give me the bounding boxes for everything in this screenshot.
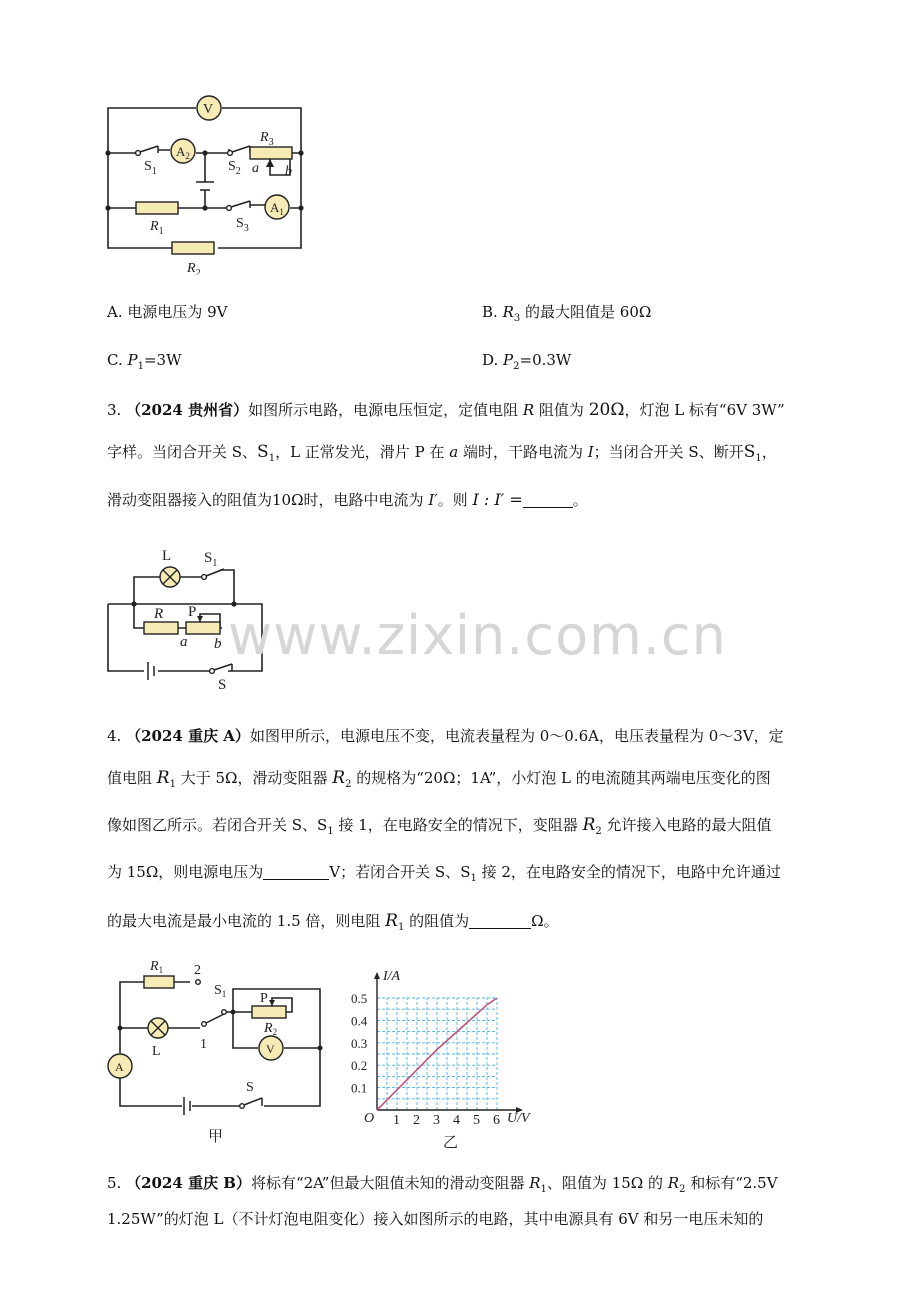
y-tick-label: 0.2 (351, 1058, 368, 1074)
option-b: B. $R_3$ 的最大阻值是 60Ω (482, 303, 652, 324)
q4-resistance-blank[interactable] (469, 912, 531, 929)
switch-s1-contact (136, 151, 141, 156)
svg-text:R2: $R_2$ (187, 261, 201, 275)
q3-line-1: 3. （2024 贵州省）如图所示电路，电源电压恒定，定值电阻 R 阻值为 20Ω，灯泡 L 标有“6V 3W” (107, 400, 785, 420)
svg-text:P: P (188, 604, 197, 620)
resistor-r2 (172, 242, 214, 254)
y-tick-label: 0.4 (351, 1013, 368, 1029)
svg-text:S3: $S_3$ (236, 216, 249, 234)
resistor-r1 (136, 202, 178, 214)
circuit-figure-q4-jia (100, 958, 335, 1148)
y-tick-label: 0.1 (351, 1080, 368, 1096)
svg-text:A2: $A_2$ (176, 144, 190, 161)
x-tick-label: 5 (473, 1113, 480, 1128)
chart-origin-label: O (364, 1111, 375, 1126)
lamp-l-jia (148, 1018, 168, 1038)
svg-text:2: 2 (194, 963, 201, 978)
q4-line-4: 为 15Ω，则电源电压为 V；若闭合开关 S、$S_1$ 接 2，在电路安全的情况下，电路中允许通过 (107, 863, 781, 884)
svg-text:R: R (154, 606, 164, 622)
resistor-r (144, 622, 178, 634)
x-tick-label: 4 (453, 1113, 460, 1128)
svg-text:a: a (252, 161, 259, 176)
q4-line-1: 4. （2024 重庆 A）如图甲所示，电源电压不变，电流表量程为 0～0.6A，电压表量程为 0～3V，定 (107, 727, 784, 745)
q5-line-2: 1.25W”的灯泡 L（不计灯泡电阻变化）接入如图所示的电路，其中电源具有 6V 和另一电压未知的 (107, 1210, 764, 1228)
option-d: D. $P_2=0.3W$ (482, 351, 572, 372)
x-tick-label: 3 (433, 1113, 440, 1128)
switch-s3-contact (227, 206, 232, 211)
q4-voltage-blank[interactable] (263, 863, 329, 880)
svg-text:P: P (260, 991, 268, 1006)
circuit-figure-q2 (100, 90, 310, 275)
chart-grid (377, 998, 497, 1110)
svg-text:S1: $S_1$ (144, 159, 157, 177)
watermark: www.zixin.com.cn (228, 604, 727, 667)
q3-line-3: 滑动变阻器接入的阻值为10Ω时，电路中电流为 I′。则 I : I′ = 。 (107, 490, 588, 509)
q4-line-5: 的最大电流是最小电流的 1.5 倍，则电阻 $R_1$ 的阻值为 Ω。 (107, 911, 559, 933)
svg-text:S1: $S_1$ (204, 550, 218, 569)
caption-yi: 乙 (443, 1135, 459, 1151)
svg-text:A1: $A_1$ (270, 200, 284, 217)
svg-text:R1: $R_1$ (150, 959, 164, 975)
svg-text:A: A (115, 1060, 124, 1074)
q4-line-3: 像如图乙所示。若闭合开关 S、$S_1$ 接 1，在电路安全的情况下，变阻器 $R_2$ 允许接入电路的最大阻值 (107, 815, 772, 837)
svg-text:R1: $R_1$ (150, 219, 164, 237)
y-tick-label: 0.3 (351, 1035, 368, 1051)
y-axis-arrow (374, 972, 380, 979)
resistor-r1-jia (144, 976, 174, 988)
svg-text:R2: $R_2$ (264, 1021, 278, 1037)
svg-text:S1: $S_1$ (214, 983, 227, 999)
q4-line-2: 值电阻 $R_1$ 大于 5Ω，滑动变阻器 $R_2$ 的规格为“20Ω；1A”，小灯泡 L 的电流随其两端电压变化的图 (107, 768, 771, 790)
svg-text:L: L (152, 1044, 161, 1059)
slider-rheostat (186, 622, 220, 634)
svg-text:V: V (266, 1042, 275, 1056)
svg-text:V: V (203, 102, 214, 117)
q3-line-2: 字样。当闭合开关 S、$S_1$，L 正常发光，滑片 P 在 a 端时，干路电流为 I；当闭合开关 S、断开$S_1$， (107, 442, 777, 464)
switch-s2-contact (228, 151, 233, 156)
q3-answer-blank[interactable] (523, 491, 573, 508)
svg-text:b: b (285, 164, 292, 179)
svg-text:S: S (218, 677, 227, 690)
q5-line-1: 5. （2024 重庆 B）将标有“2A”但最大阻值未知的滑动变阻器 $R_1$、阻值为 15Ω 的 $R_2$ 和标有“2.5V (107, 1174, 778, 1195)
chart-ylabel: I/A (383, 969, 401, 984)
resistor-r3 (250, 147, 292, 159)
y-tick-label: 0.5 (351, 991, 368, 1006)
chart-xlabel: U/V (507, 1111, 530, 1126)
svg-text:S2: $S_2$ (228, 159, 241, 177)
svg-text:1: 1 (200, 1037, 207, 1052)
svg-text:L: L (162, 548, 172, 564)
svg-text:甲: 甲 (208, 1129, 224, 1145)
chart-ticks (351, 991, 500, 1128)
svg-text:b: b (214, 636, 222, 652)
x-tick-label: 2 (413, 1113, 420, 1128)
option-a: A. 电源电压为 9V (107, 303, 228, 321)
svg-text:R3: $R_3$ (260, 130, 274, 148)
x-tick-label: 1 (393, 1113, 400, 1128)
x-tick-label: 6 (493, 1113, 500, 1128)
lamp-l (160, 567, 180, 587)
rheostat-r2-jia (252, 1006, 286, 1018)
svg-text:S: S (246, 1080, 254, 1095)
iu-chart (345, 962, 545, 1152)
option-c: C. $P_1=3W$ (107, 351, 182, 372)
svg-text:a: a (180, 634, 188, 650)
